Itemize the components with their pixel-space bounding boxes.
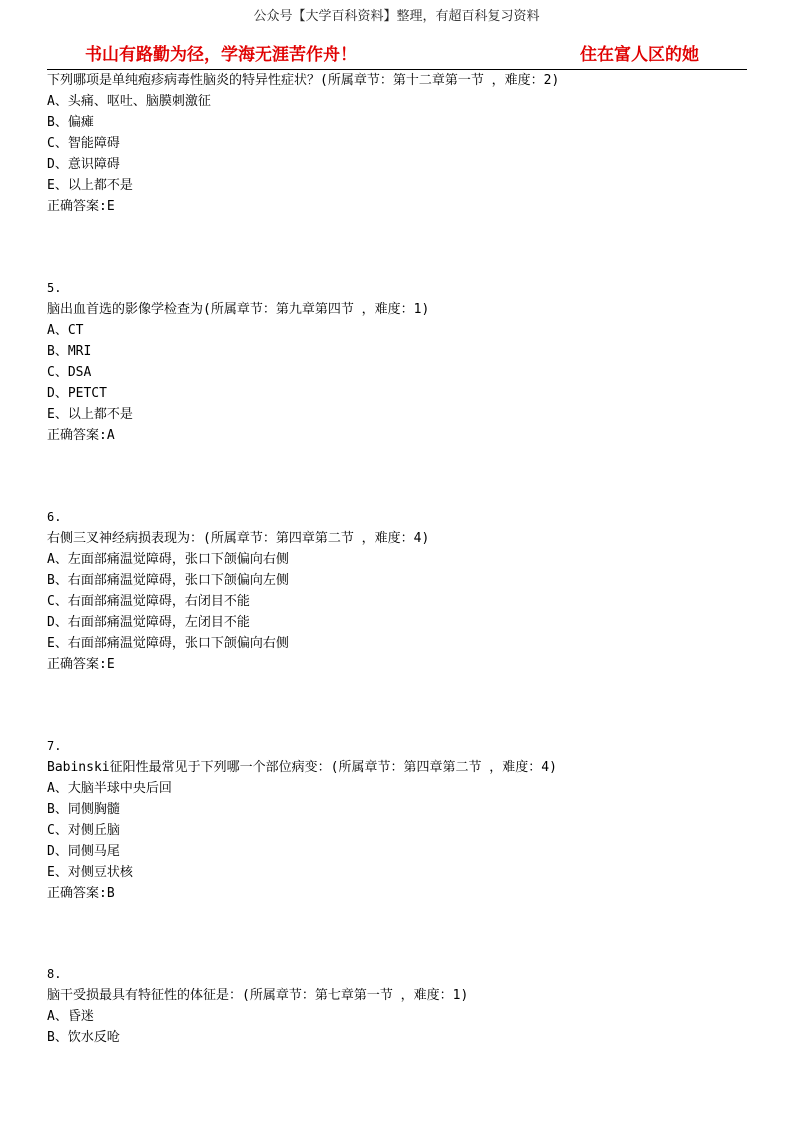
question-stem: Babinski征阳性最常见于下列哪一个部位病变：(所属章节：第四章第二节 ，难度：4) <box>47 760 557 775</box>
option: B、同侧胸髓 <box>47 802 120 817</box>
question-block <box>47 278 747 446</box>
question-block <box>47 507 747 675</box>
option: D、PETCT <box>47 386 107 401</box>
option: D、同侧马尾 <box>47 844 120 859</box>
option: B、饮水反呛 <box>47 1030 120 1045</box>
question-stem: 右侧三叉神经病损表现为：(所属章节：第四章第二节 ，难度：4) <box>47 531 430 546</box>
option: E、对侧豆状核 <box>47 865 133 880</box>
option: E、右面部痛温觉障碍，张口下颌偏向右侧 <box>47 636 289 651</box>
question-number: 6. <box>47 510 62 524</box>
option: E、以上都不是 <box>47 178 133 193</box>
option: A、昏迷 <box>47 1009 94 1024</box>
question-block <box>47 964 747 1048</box>
question-block <box>47 736 747 904</box>
option: A、左面部痛温觉障碍，张口下颌偏向右侧 <box>47 552 289 567</box>
answer: 正确答案:A <box>47 428 115 443</box>
question-number: 5. <box>47 281 62 295</box>
option: C、对侧丘脑 <box>47 823 120 838</box>
top-note: 公众号【大学百科资料】整理，有超百科复习资料 <box>253 9 540 24</box>
option: C、智能障碍 <box>47 136 120 151</box>
question-stem: 脑干受损最具有特征性的体征是：(所属章节：第七章第一节 ，难度：1) <box>47 988 469 1003</box>
option: A、大脑半球中央后回 <box>47 781 172 796</box>
answer: 正确答案:B <box>47 886 115 901</box>
question-stem: 下列哪项是单纯疱疹病毒性脑炎的特异性症状？(所属章节：第十二章第一节 ，难度：2) <box>47 73 560 88</box>
motto-left: 书山有路勤为径，学海无涯苦作舟！ <box>85 45 357 65</box>
answer: 正确答案:E <box>47 657 115 672</box>
option: B、右面部痛温觉障碍，张口下颌偏向左侧 <box>47 573 289 588</box>
question-number: 7. <box>47 739 62 753</box>
option: A、头痛、呕吐、脑膜刺激征 <box>47 94 211 109</box>
option: E、以上都不是 <box>47 407 133 422</box>
option: C、DSA <box>47 365 92 380</box>
option: D、意识障碍 <box>47 157 120 172</box>
question-block <box>47 70 747 217</box>
option: D、右面部痛温觉障碍，左闭目不能 <box>47 615 250 630</box>
option: A、CT <box>47 323 84 338</box>
option: B、MRI <box>47 344 92 359</box>
option: C、右面部痛温觉障碍，右闭目不能 <box>47 594 250 609</box>
question-number: 8. <box>47 967 62 981</box>
answer: 正确答案:E <box>47 199 115 214</box>
option: B、偏瘫 <box>47 115 94 130</box>
motto-right: 住在富人区的她 <box>580 45 699 65</box>
question-stem: 脑出血首选的影像学检查为(所属章节：第九章第四节 ，难度：1) <box>47 302 430 317</box>
